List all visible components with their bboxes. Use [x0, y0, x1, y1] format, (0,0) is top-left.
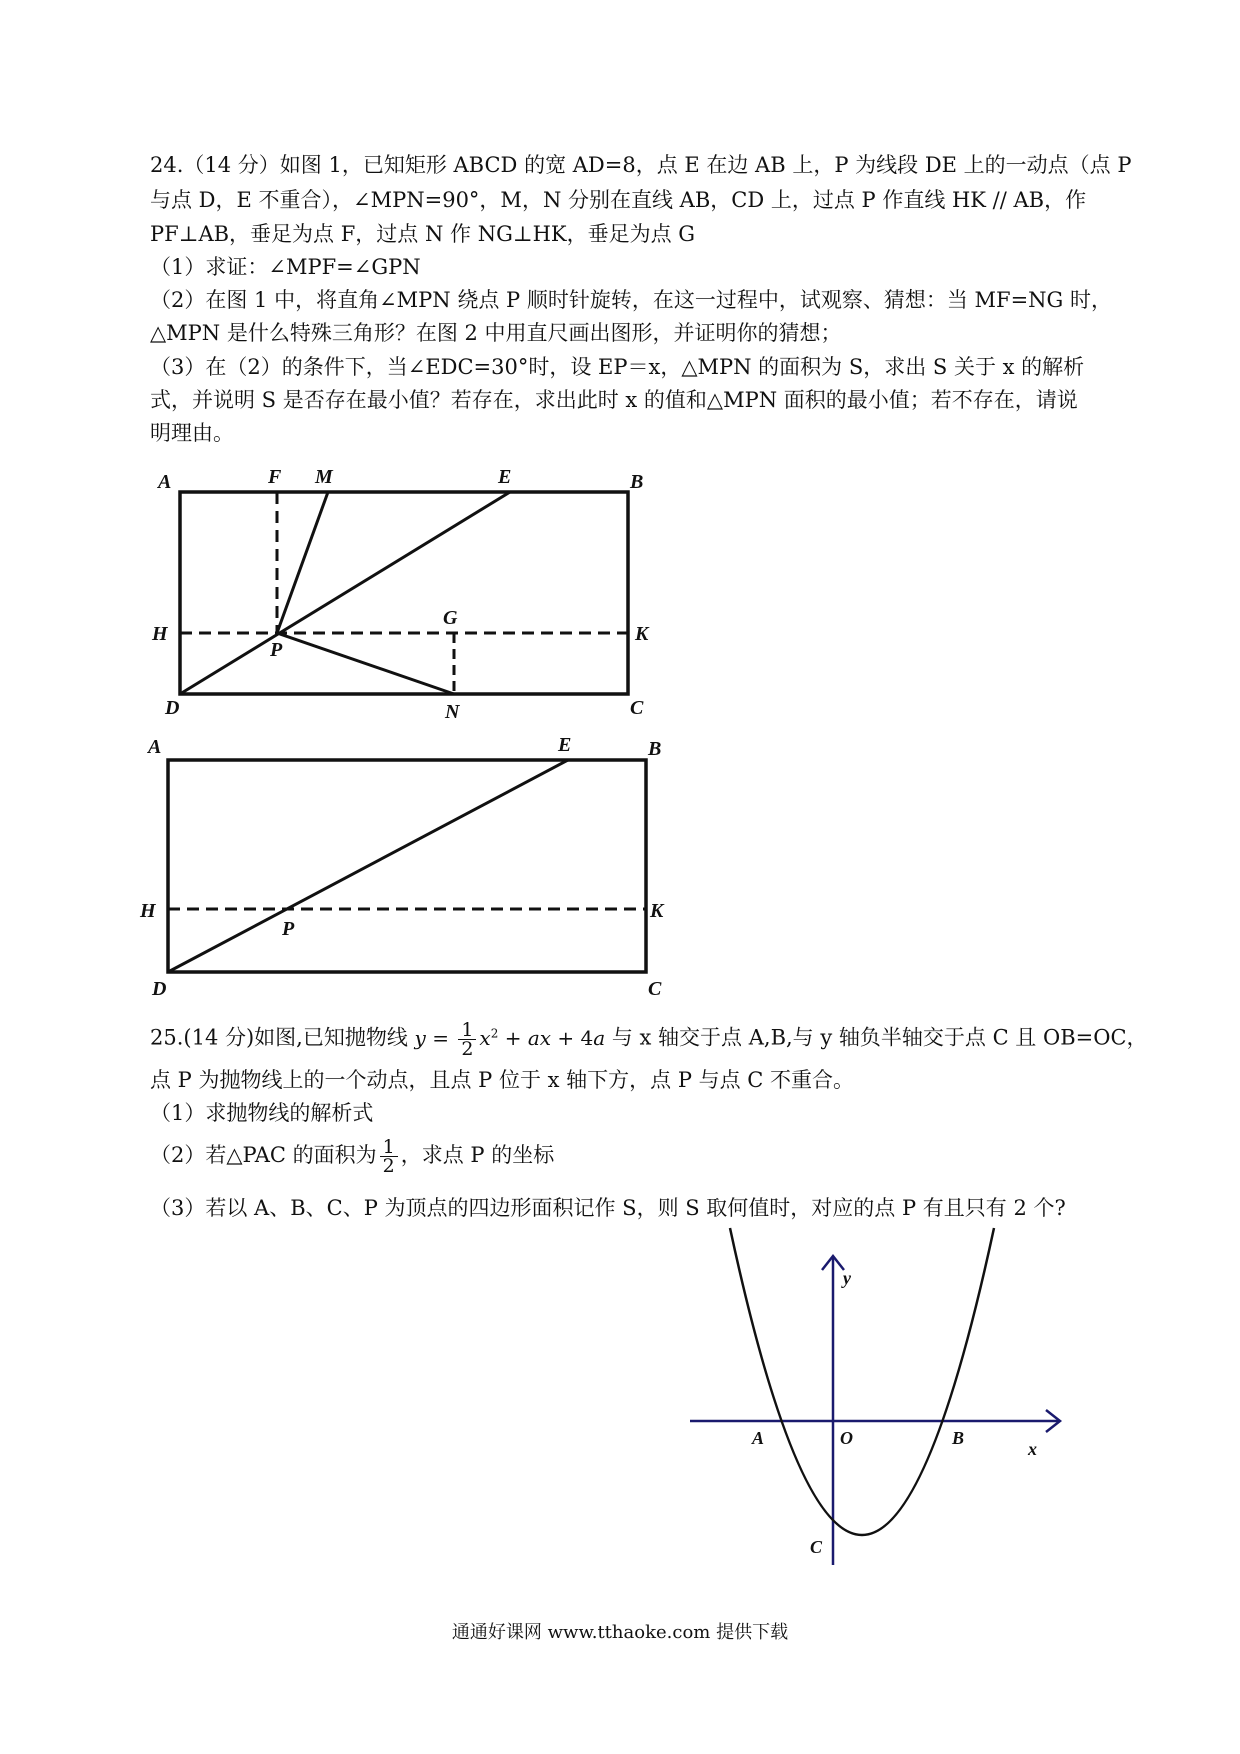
q25-eq-a2: a: [593, 1025, 606, 1050]
fig2-label-d: D: [152, 978, 167, 1000]
q25-eq-frac-den: 2: [461, 1037, 474, 1060]
fig2-rectangle: [168, 760, 646, 972]
q25-equation: [414, 1018, 606, 1060]
q24-sub3c: 明理由。: [150, 421, 234, 445]
fig2-line-de: [168, 760, 568, 972]
q25-sub2-num: 1: [380, 1138, 398, 1157]
q24-line1: 24.（14 分）如图 1，已知矩形 ABCD 的宽 AD=8，点 E 在边 AB 上，P 为线段 DE 上的一动点（点 P: [150, 153, 1132, 177]
fig3-label-a: A: [752, 1428, 765, 1448]
fig1-label-e: E: [498, 466, 512, 488]
q25-eq-sign: =: [425, 1025, 456, 1050]
q25-eq-frac-num: 1: [458, 1021, 476, 1040]
q24-sub3b: 式，并说明 S 是否存在最小值？若存在，求出此时 x 的值和△MPN 面积的最小值；若不存在，请说: [150, 388, 1078, 412]
fig1-label-c: C: [630, 697, 644, 719]
q24-sub1: （1）求证：∠MPF=∠GPN: [150, 255, 421, 279]
q25-line1-pre: 25.(14 分)如图,已知抛物线: [150, 1025, 415, 1050]
q25-sub2-post: ，求点 P 的坐标: [400, 1143, 555, 1167]
q25-sub2-pre: （2）若△PAC 的面积为: [150, 1143, 377, 1167]
q25-eq-square: 2: [490, 1026, 499, 1040]
q25-eq-x: x: [479, 1025, 491, 1050]
q25-eq-fraction: [458, 1018, 476, 1060]
q24-line3: PF⊥AB，垂足为点 F，过点 N 作 NG⊥HK，垂足为点 G: [150, 222, 696, 246]
fig1-rectangle: [180, 492, 628, 694]
fig1-label-n: N: [445, 701, 460, 723]
fig2-label-b: B: [648, 738, 662, 760]
q25-line1-post: 与 x 轴交于点 A,B,与 y 轴负半轴交于点 C 且 OB=OC，: [605, 1025, 1148, 1050]
q25-sub3: （3）若以 A、B、C、P 为顶点的四边形面积记作 S，则 S 取何值时，对应的点 P 有且只有 2 个?: [150, 1196, 1066, 1220]
fig1-line-pm: [277, 492, 328, 633]
fig3-label-y: y: [843, 1268, 851, 1288]
fig3-label-x: x: [1028, 1439, 1037, 1459]
fig2-label-c: C: [648, 978, 662, 1000]
fig2-label-e: E: [558, 734, 572, 756]
fig1-label-m: M: [315, 466, 333, 488]
fig2-label-k: K: [650, 900, 664, 922]
fig3-label-o: O: [840, 1428, 853, 1448]
fig1-label-g: G: [443, 607, 458, 629]
q25-eq-y: y: [414, 1025, 426, 1050]
fig2-label-p: P: [282, 918, 295, 940]
q24-sub2b: △MPN 是什么特殊三角形？在图 2 中用直尺画出图形，并证明你的猜想；: [150, 321, 842, 345]
q25-eq-a1: a: [527, 1025, 540, 1050]
fig1-label-b: B: [630, 471, 644, 493]
fig1-label-d: D: [165, 697, 180, 719]
q25-line1: [150, 1018, 1148, 1060]
fig3-label-c: C: [810, 1537, 823, 1557]
fig1-label-k: K: [635, 623, 649, 645]
q25-sub2-fraction: [380, 1138, 398, 1175]
q25-sub2: [150, 1138, 1100, 1175]
q25-sub2-den: 2: [382, 1155, 395, 1177]
fig2-label-a: A: [148, 736, 162, 758]
q24-line2: 与点 D，E 不重合），∠MPN=90°，M，N 分别在直线 AB，CD 上，过点 P 作直线 HK // AB，作: [150, 188, 1087, 212]
fig1-line-de: [180, 492, 510, 694]
q24-sub3a: （3）在（2）的条件下，当∠EDC=30°时，设 EP＝x，△MPN 的面积为 S，求出 S 关于 x 的解析: [150, 355, 1085, 379]
q25-line2: 点 P 为抛物线上的一个动点，且点 P 位于 x 轴下方，点 P 与点 C 不重合。: [150, 1068, 855, 1092]
fig2-label-h: H: [140, 900, 156, 922]
page-footer: 通通好课网 www.tthaoke.com 提供下载: [451, 1622, 789, 1643]
q24-sub2a: （2）在图 1 中，将直角∠MPN 绕点 P 顺时针旋转，在这一过程中，试观察、猜想：当 MF=NG 时，: [150, 288, 1112, 312]
fig1-label-p: P: [270, 639, 283, 661]
fig1-label-h: H: [152, 623, 168, 645]
q25-eq-plus1: +: [498, 1025, 528, 1050]
q25-sub1: （1）求抛物线的解析式: [150, 1101, 374, 1125]
fig1-label-f: F: [268, 466, 282, 488]
fig1-label-a: A: [158, 471, 172, 493]
fig3-parabola: [730, 1228, 994, 1535]
q25-eq-x2: x: [539, 1025, 552, 1050]
fig3-label-b: B: [952, 1428, 965, 1448]
fig1-line-pn: [277, 633, 454, 694]
q25-eq-plus4: + 4: [551, 1025, 594, 1050]
